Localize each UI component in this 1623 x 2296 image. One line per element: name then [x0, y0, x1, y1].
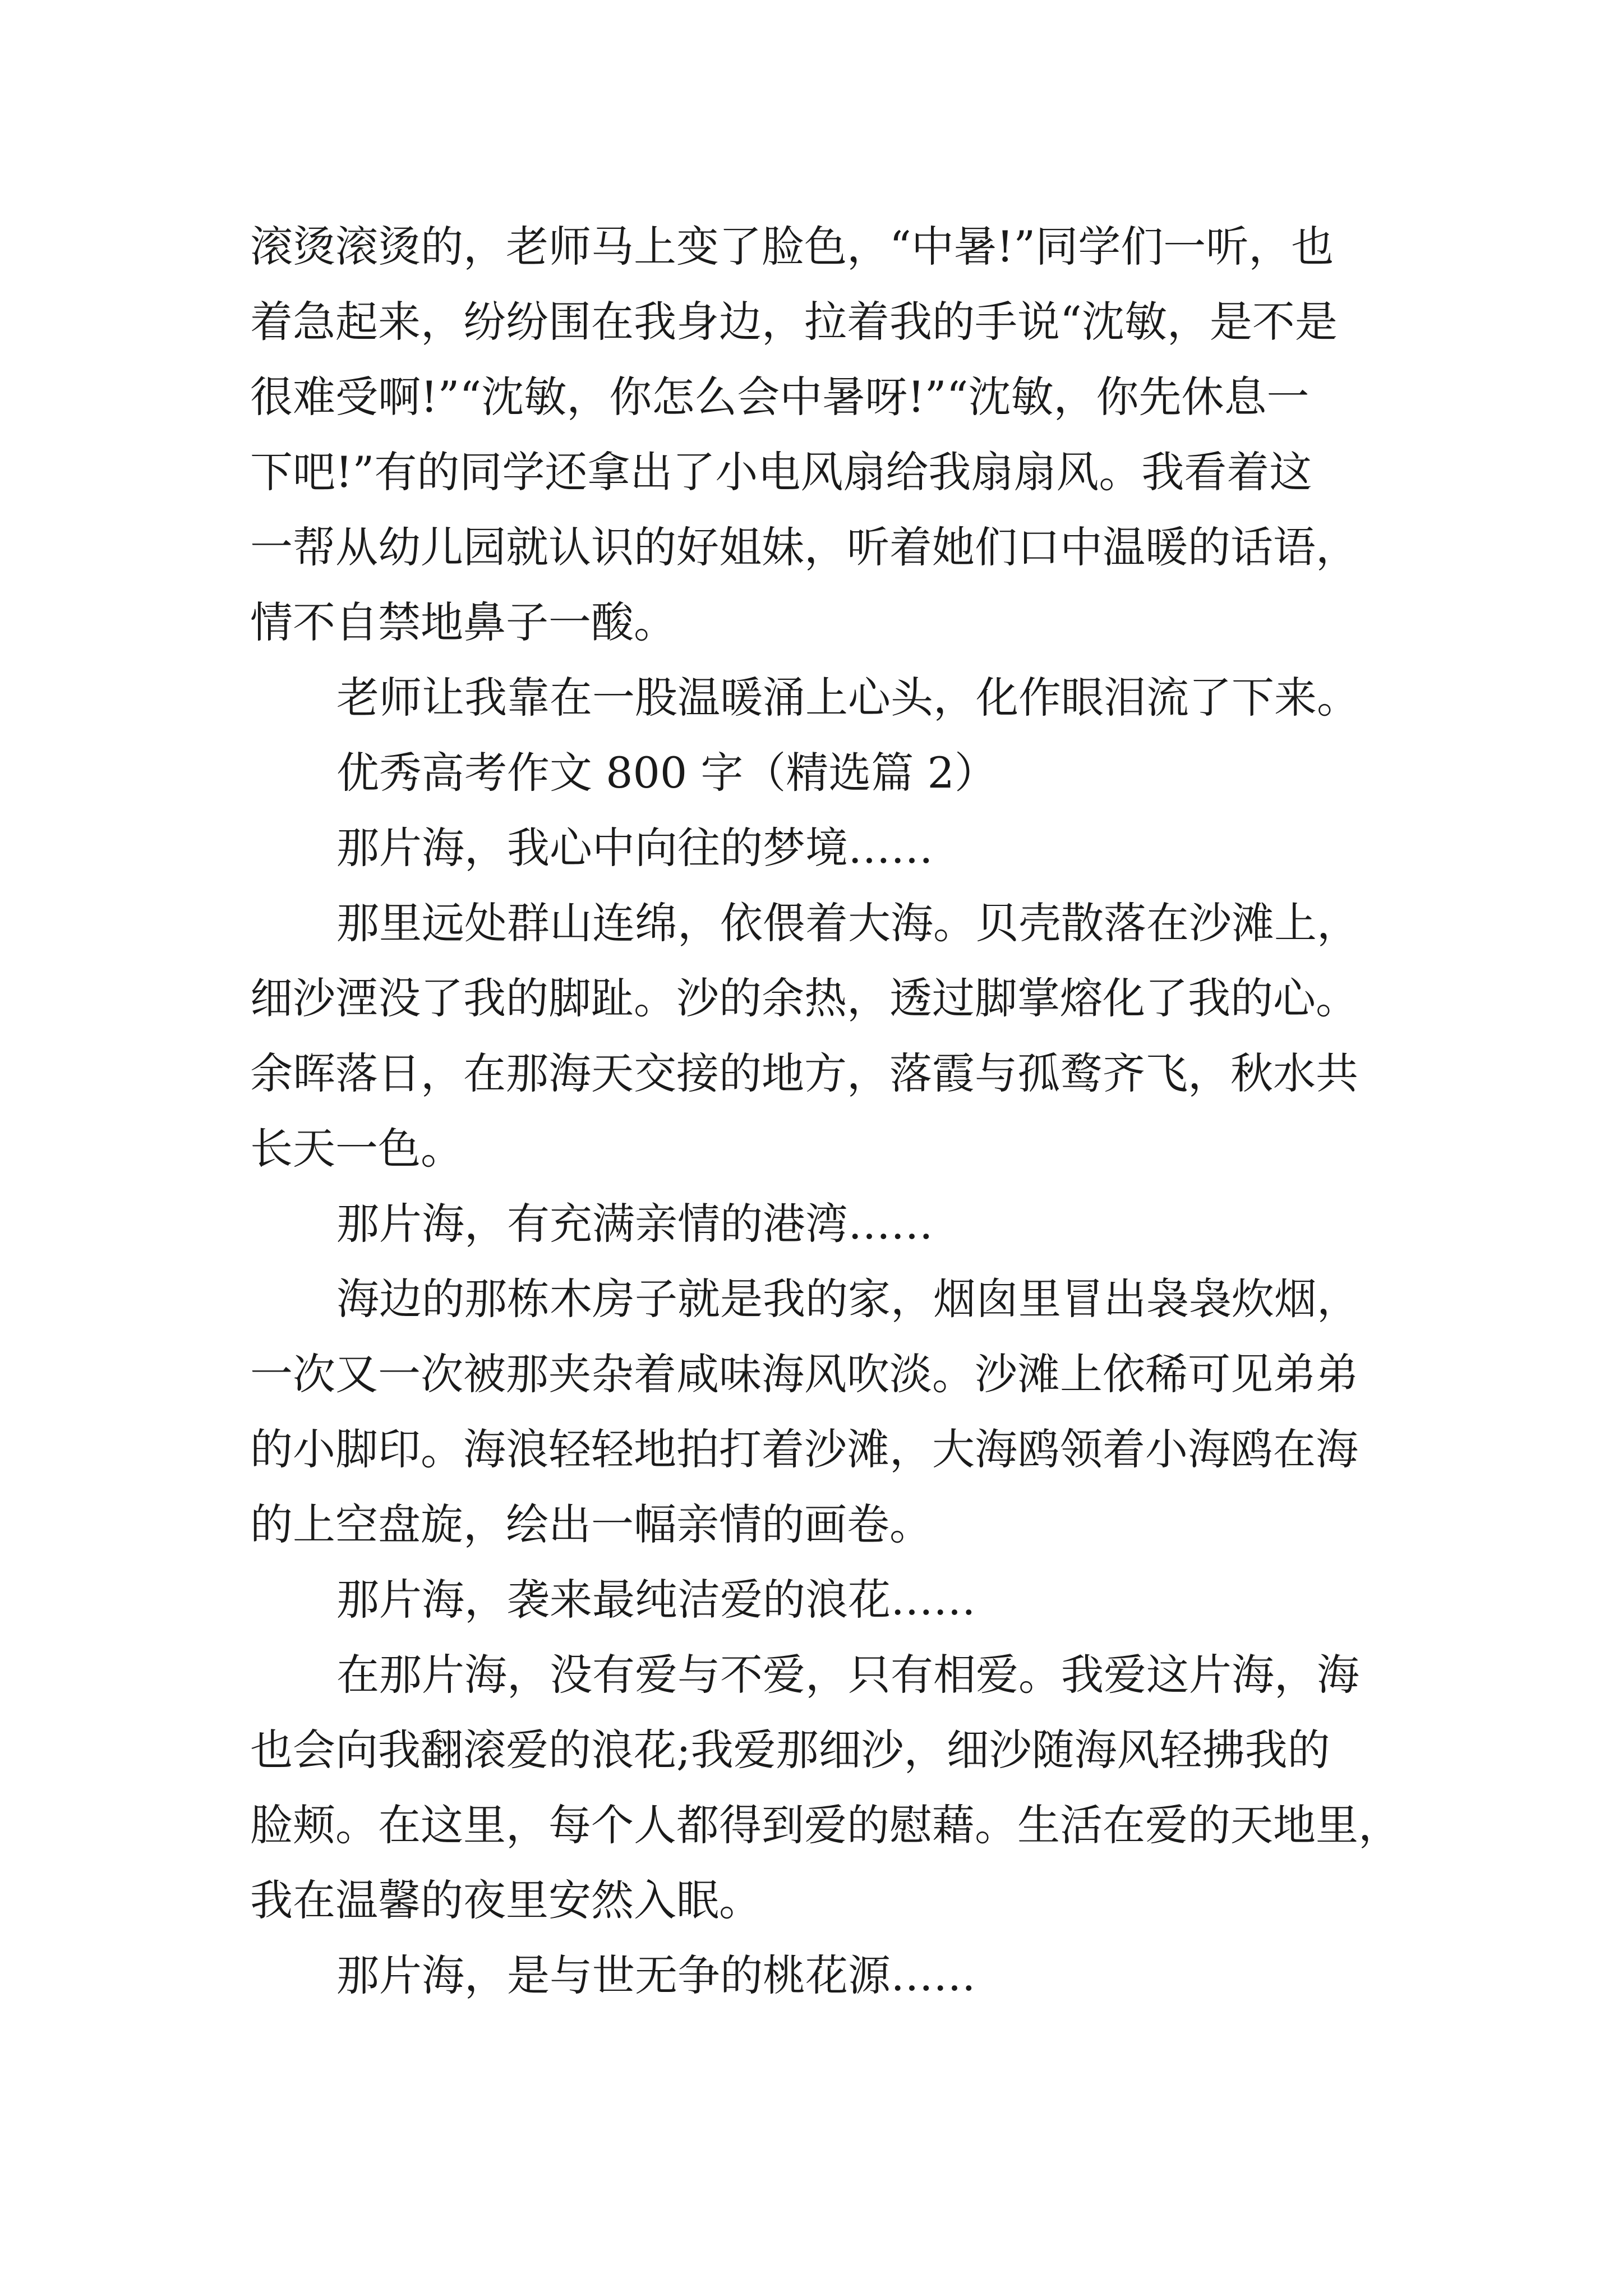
text-line: 老师让我靠在一股温暖涌上心头，化作眼泪流了下来。	[336, 673, 1359, 723]
text-line: 在那片海，没有爱与不爱，只有相爱。我爱这片海，海	[336, 1650, 1359, 1700]
text-line: 着急起来，纷纷围在我身边，拉着我的手说“沈敏，是不是	[250, 297, 1338, 347]
text-line: 一帮从幼儿园就认识的好姐妹，听着她们口中温暖的话语，	[250, 522, 1358, 572]
text-line: 下吧!”有的同学还拿出了小电风扇给我扇扇风。我看着这	[250, 447, 1312, 497]
text-line: 长天一色。	[250, 1124, 463, 1174]
text-line: 滚烫滚烫的，老师马上变了脸色，“中暑!”同学们一听，也	[250, 222, 1334, 272]
text-line: 那片海，有充满亲情的港湾……	[336, 1199, 933, 1249]
text-line: 的上空盘旋，绘出一幅亲情的画卷。	[250, 1499, 932, 1549]
text-line: 脸颊。在这里，每个人都得到爱的慰藉。生活在爱的天地里，	[250, 1800, 1401, 1850]
text-line: 的小脚印。海浪轻轻地拍打着沙滩，大海鸥领着小海鸥在海	[250, 1424, 1358, 1474]
text-line: 一次又一次被那夹杂着咸味海风吹淡。沙滩上依稀可见弟弟	[250, 1349, 1358, 1399]
section-heading: 优秀高考作文 800 字（精选篇 2）	[336, 748, 997, 798]
text-line: 余晖落日，在那海天交接的地方，落霞与孤鹜齐飞，秋水共	[250, 1048, 1358, 1098]
text-line: 那片海，袭来最纯洁爱的浪花……	[336, 1575, 976, 1625]
text-line: 那片海，我心中向往的梦境……	[336, 823, 933, 873]
text-line: 那片海，是与世无争的桃花源……	[336, 1950, 976, 2000]
text-line: 也会向我翻滚爱的浪花;我爱那细沙，细沙随海风轻拂我的	[250, 1725, 1330, 1775]
text-line: 海边的那栋木房子就是我的家，烟囱里冒出袅袅炊烟，	[336, 1274, 1359, 1324]
text-line: 细沙湮没了我的脚趾。沙的余热，透过脚掌熔化了我的心。	[250, 973, 1358, 1023]
text-line: 我在温馨的夜里安然入眠。	[250, 1875, 762, 1925]
text-line: 情不自禁地鼻子一酸。	[250, 597, 676, 647]
text-line: 很难受啊!”“沈敏，你怎么会中暑呀!”“沈敏，你先休息一	[250, 372, 1310, 422]
text-line: 那里远处群山连绵，依偎着大海。贝壳散落在沙滩上，	[336, 898, 1359, 948]
